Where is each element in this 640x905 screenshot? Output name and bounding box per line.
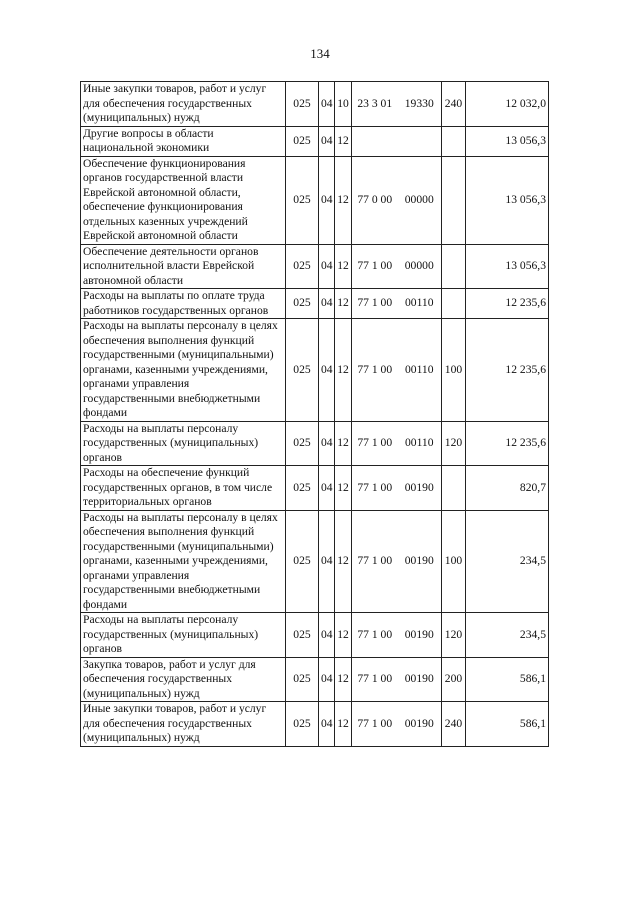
table-row [81, 82, 549, 127]
subsection-code-cell: 12 [335, 289, 352, 319]
expense-name-cell: Закупка товаров, работ и услуг для обеспечения государственных (муниципальных) нужд [81, 657, 286, 702]
subsection-code-cell: 12 [335, 510, 352, 613]
subsection-code-cell: 12 [335, 156, 352, 244]
table-row [81, 244, 549, 289]
expense-type-code-cell: 120 [442, 613, 466, 658]
budget-table-body [81, 82, 549, 747]
expense-type-code-cell [442, 126, 466, 156]
target-article-program-cell: 77 1 00 [352, 421, 398, 466]
expense-name-cell: Иные закупки товаров, работ и услуг для обеспечения государственных (муниципальных) нужд [81, 82, 286, 127]
section-code-cell: 04 [319, 421, 335, 466]
table-row [81, 421, 549, 466]
target-article-direction-cell: 00000 [398, 244, 442, 289]
target-article-direction-cell: 00190 [398, 466, 442, 511]
target-article-program-cell: 77 1 00 [352, 289, 398, 319]
section-code-cell: 04 [319, 702, 335, 747]
subsection-code-cell: 12 [335, 466, 352, 511]
subsection-code-cell: 12 [335, 657, 352, 702]
amount-cell: 586,1 [466, 702, 549, 747]
expense-type-code-cell: 100 [442, 319, 466, 422]
table-row [81, 126, 549, 156]
subsection-code-cell: 12 [335, 244, 352, 289]
table-row [81, 510, 549, 613]
target-article-program-cell: 77 1 00 [352, 657, 398, 702]
target-article-program-cell: 77 1 00 [352, 613, 398, 658]
expense-name-cell: Расходы на выплаты по оплате труда работников государственных органов [81, 289, 286, 319]
target-article-direction-cell: 19330 [398, 82, 442, 127]
expense-name-cell: Иные закупки товаров, работ и услуг для обеспечения государственных (муниципальных) нужд [81, 702, 286, 747]
section-code-cell: 04 [319, 82, 335, 127]
grbs-code-cell: 025 [286, 613, 319, 658]
target-article-direction-cell: 00110 [398, 421, 442, 466]
target-article-program-cell [352, 126, 398, 156]
expense-name-cell: Другие вопросы в области национальной экономики [81, 126, 286, 156]
grbs-code-cell: 025 [286, 466, 319, 511]
target-article-direction-cell: 00000 [398, 156, 442, 244]
expense-name-cell: Расходы на выплаты персоналу в целях обеспечения выполнения функций государственными (муниципальными) органами, казенными учреждениями, органами управления государственными внебюджетными фондами [81, 319, 286, 422]
target-article-program-cell: 77 1 00 [352, 510, 398, 613]
grbs-code-cell: 025 [286, 657, 319, 702]
section-code-cell: 04 [319, 319, 335, 422]
amount-cell: 12 235,6 [466, 319, 549, 422]
grbs-code-cell: 025 [286, 421, 319, 466]
target-article-program-cell: 77 1 00 [352, 702, 398, 747]
target-article-program-cell: 23 3 01 [352, 82, 398, 127]
expense-type-code-cell: 100 [442, 510, 466, 613]
expense-name-cell: Обеспечение деятельности органов исполнительной власти Еврейской автономной области [81, 244, 286, 289]
amount-cell: 820,7 [466, 466, 549, 511]
target-article-direction-cell: 00190 [398, 702, 442, 747]
table-row [81, 702, 549, 747]
subsection-code-cell: 12 [335, 319, 352, 422]
section-code-cell: 04 [319, 510, 335, 613]
grbs-code-cell: 025 [286, 510, 319, 613]
target-article-program-cell: 77 0 00 [352, 156, 398, 244]
grbs-code-cell: 025 [286, 156, 319, 244]
target-article-direction-cell: 00190 [398, 510, 442, 613]
target-article-direction-cell: 00110 [398, 319, 442, 422]
expense-type-code-cell [442, 244, 466, 289]
section-code-cell: 04 [319, 613, 335, 658]
amount-cell: 586,1 [466, 657, 549, 702]
table-row [81, 319, 549, 422]
amount-cell: 13 056,3 [466, 156, 549, 244]
subsection-code-cell: 12 [335, 702, 352, 747]
target-article-program-cell: 77 1 00 [352, 466, 398, 511]
target-article-direction-cell: 00110 [398, 289, 442, 319]
grbs-code-cell: 025 [286, 126, 319, 156]
subsection-code-cell: 10 [335, 82, 352, 127]
section-code-cell: 04 [319, 126, 335, 156]
expense-type-code-cell [442, 156, 466, 244]
target-article-program-cell: 77 1 00 [352, 319, 398, 422]
expense-type-code-cell: 240 [442, 82, 466, 127]
section-code-cell: 04 [319, 244, 335, 289]
amount-cell: 12 235,6 [466, 421, 549, 466]
expense-type-code-cell: 240 [442, 702, 466, 747]
subsection-code-cell: 12 [335, 613, 352, 658]
expense-type-code-cell [442, 289, 466, 319]
expense-name-cell: Расходы на выплаты персоналу в целях обеспечения выполнения функций государственными (муниципальными) органами, казенными учреждениями, органами управления государственными внебюджетными фондами [81, 510, 286, 613]
table-row [81, 289, 549, 319]
table-row [81, 156, 549, 244]
grbs-code-cell: 025 [286, 289, 319, 319]
expense-name-cell: Обеспечение функционирования органов государственной власти Еврейской автономной области, обеспечение функционирования отдельных казенных учреждений Еврейской автономной области [81, 156, 286, 244]
grbs-code-cell: 025 [286, 244, 319, 289]
expense-type-code-cell [442, 466, 466, 511]
target-article-program-cell: 77 1 00 [352, 244, 398, 289]
expense-name-cell: Расходы на выплаты персоналу государственных (муниципальных) органов [81, 421, 286, 466]
amount-cell: 234,5 [466, 510, 549, 613]
amount-cell: 13 056,3 [466, 244, 549, 289]
target-article-direction-cell [398, 126, 442, 156]
section-code-cell: 04 [319, 657, 335, 702]
budget-table [80, 81, 549, 747]
amount-cell: 13 056,3 [466, 126, 549, 156]
table-row [81, 613, 549, 658]
section-code-cell: 04 [319, 289, 335, 319]
page-number: 134 [310, 46, 330, 61]
subsection-code-cell: 12 [335, 421, 352, 466]
expense-type-code-cell: 120 [442, 421, 466, 466]
section-code-cell: 04 [319, 156, 335, 244]
expense-name-cell: Расходы на обеспечение функций государственных органов, в том числе территориальных органов [81, 466, 286, 511]
expense-name-cell: Расходы на выплаты персоналу государственных (муниципальных) органов [81, 613, 286, 658]
amount-cell: 12 032,0 [466, 82, 549, 127]
table-row [81, 466, 549, 511]
target-article-direction-cell: 00190 [398, 613, 442, 658]
grbs-code-cell: 025 [286, 702, 319, 747]
expense-type-code-cell: 200 [442, 657, 466, 702]
table-row [81, 657, 549, 702]
grbs-code-cell: 025 [286, 82, 319, 127]
amount-cell: 234,5 [466, 613, 549, 658]
amount-cell: 12 235,6 [466, 289, 549, 319]
grbs-code-cell: 025 [286, 319, 319, 422]
target-article-direction-cell: 00190 [398, 657, 442, 702]
subsection-code-cell: 12 [335, 126, 352, 156]
section-code-cell: 04 [319, 466, 335, 511]
